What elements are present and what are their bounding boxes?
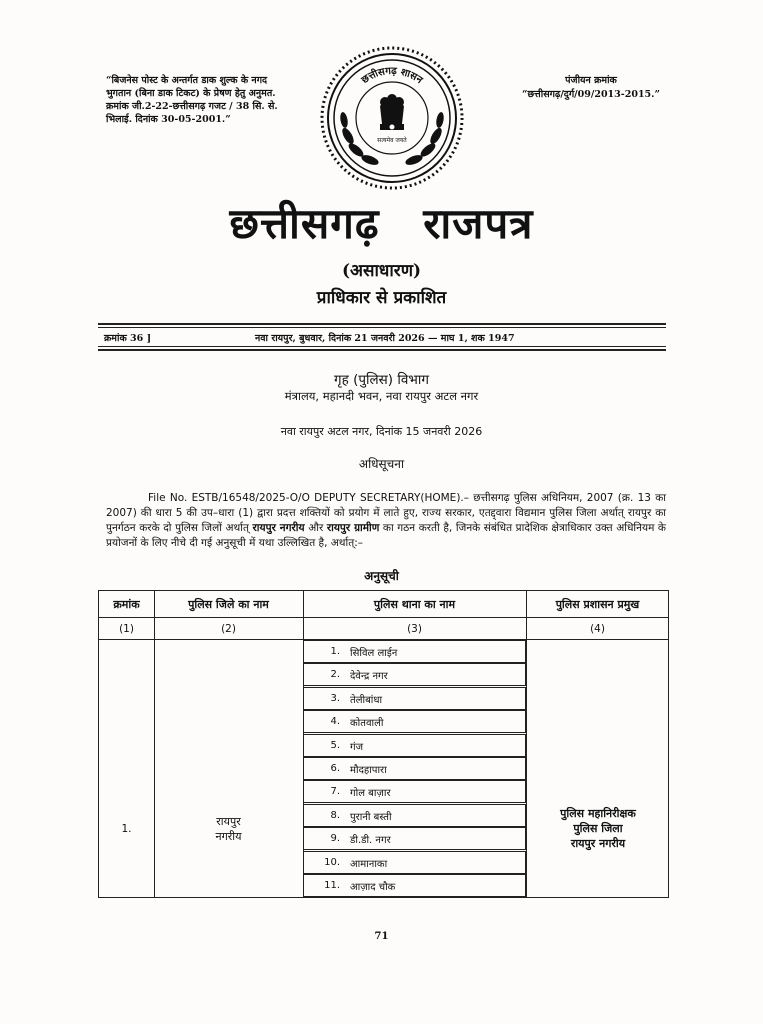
station-row: [303, 710, 526, 733]
col-number: (3): [407, 622, 422, 635]
station-number: 2.: [330, 669, 340, 680]
body-text-part3: का गठन करती है, जिनके संबंधित प्रादेशिक क्षेत्राधिकार उक्त अधिनियम के प्रयोजनों के लिए नीचे दी गई अनुसूची में यथा उल्लिखित है, अर्थात्:–: [106, 522, 666, 549]
station-number: 9.: [330, 833, 340, 844]
ministry-address: मंत्रालय, महानदी भवन, नवा रायपुर अटल नगर: [284, 389, 479, 403]
header-serial: क्रमांक: [113, 597, 140, 611]
gazette-title-part2: राजपत्र: [423, 199, 534, 248]
notification-body: [106, 491, 666, 551]
station-name: कोतवाली: [350, 717, 384, 729]
notification-title: अधिसूचना: [358, 457, 405, 471]
station-number: 6.: [330, 763, 340, 774]
district-name-line2: नगरीय: [215, 830, 242, 843]
station-number: 4.: [330, 716, 340, 727]
station-number: 10.: [324, 857, 340, 868]
body-bold-urban: रायपुर नगरीय: [252, 522, 305, 534]
gazette-authority: प्राधिकार से प्रकाशित: [316, 288, 447, 308]
station-name: आमानाका: [350, 858, 388, 870]
station-name: देवेन्द्र नगर: [350, 670, 388, 682]
station-number: 7.: [330, 786, 340, 797]
admin-head-line3: रायपुर नगरीय: [570, 837, 626, 850]
emblem-top-text: छत्तीसगढ़ शासन: [359, 65, 425, 87]
district-name: [154, 814, 303, 844]
station-row: [303, 663, 526, 686]
issue-place-date: नवा रायपुर, बुधवार, दिनांक 21 जनवरी 2026 — माघ 1, शक 1947: [255, 333, 515, 344]
body-text-part2: और: [304, 522, 327, 534]
station-row: [303, 757, 526, 780]
header-rule-bottom: [98, 349, 666, 351]
station-row: [303, 780, 526, 803]
header-rule-top: [98, 323, 666, 325]
admin-head-line1: पुलिस महानिरीक्षक: [560, 807, 636, 820]
header-rule-bottom-thin: [98, 346, 666, 347]
station-number: 8.: [330, 810, 340, 821]
registration-number-note: [486, 74, 696, 102]
admin-head: [527, 806, 669, 851]
station-name: गंज: [350, 741, 364, 753]
col-number: (1): [119, 622, 134, 635]
body-text-part1: File No. ESTB/16548/2025-O/O DEPUTY SECRETARY(HOME).– छत्तीसगढ़ पुलिस अधिनियम, 2007 (क्र. 13 का 2007) की धारा 5 की उप–धारा (1) द्वारा प्रदत्त शक्तियों को प्रयोग में लाते हुए, राज्य सरकार, एतद्द्वारा विद्यमान पुलिस जिला अर्थात् रायपुर का पुनर्गठन करके दो पुलिस जिलों अर्थात्: [106, 492, 666, 534]
postal-permission-note: “बिजनेस पोस्ट के अन्तर्गत डाक शुल्क के नगद भुगतान (बिना डाक टिकट) के प्रेषण हेतु अनुमत. क्रमांक जी.2-22-छत्तीसगढ़ गजट / 38 सि. से. भिलाई. दिनांक 30-05-2001.”: [106, 75, 278, 125]
row-serial: 1.: [121, 823, 132, 835]
gazette-extraordinary: (असाधारण): [341, 261, 422, 281]
station-number: 11.: [324, 880, 340, 891]
station-row: [303, 640, 526, 663]
page-number: 71: [374, 931, 389, 942]
header-station: पुलिस थाना का नाम: [373, 597, 456, 611]
notice-place-date: नवा रायपुर अटल नगर, दिनांक 15 जनवरी 2026: [280, 425, 483, 438]
station-row: [303, 851, 526, 874]
col-number: (4): [590, 622, 605, 635]
station-name: तेलीबांधा: [350, 694, 383, 706]
station-name: डी.डी. नगर: [350, 834, 391, 846]
header-admin-head: पुलिस प्रशासन प्रमुख: [555, 597, 640, 611]
emblem-motto: सत्यमेव जयते: [377, 137, 407, 144]
station-row: [303, 687, 526, 710]
district-name-line1: रायपुर: [216, 815, 241, 828]
station-row: [303, 874, 526, 897]
station-number: 1.: [330, 646, 340, 657]
col-number: (2): [221, 622, 236, 635]
body-bold-rural: रायपुर ग्रामीण: [326, 522, 380, 534]
station-name: सिविल लाईन: [350, 647, 398, 659]
header-rule-top-thin: [98, 327, 666, 328]
station-number: 5.: [330, 740, 340, 751]
station-row: [303, 734, 526, 757]
station-row: [303, 804, 526, 827]
admin-head-line2: पुलिस जिला: [573, 822, 623, 835]
station-name: मौदहापारा: [350, 764, 387, 776]
station-name: गोल बाज़ार: [350, 787, 391, 799]
station-name: आज़ाद चौक: [350, 881, 396, 893]
gazette-title: [0, 194, 763, 251]
station-number: 3.: [330, 693, 340, 704]
state-emblem-icon: [318, 44, 466, 192]
station-row: [303, 827, 526, 850]
schedule-title: अनुसूची: [364, 569, 399, 583]
department-name: गृह (पुलिस) विभाग: [334, 372, 429, 388]
station-name: पुरानी बस्ती: [350, 811, 392, 823]
issue-number: क्रमांक 36 ]: [104, 333, 152, 344]
svg-text:छत्तीसगढ़ शासन: [359, 66, 425, 87]
registration-label: पंजीयन क्रमांक: [565, 75, 617, 86]
registration-number: “छत्तीसगढ़/दुर्ग/09/2013-2015.”: [522, 89, 660, 100]
schedule-table: [98, 590, 669, 898]
header-district: पुलिस जिले का नाम: [188, 597, 269, 611]
gazette-title-part1: छत्तीसगढ़: [229, 199, 380, 248]
